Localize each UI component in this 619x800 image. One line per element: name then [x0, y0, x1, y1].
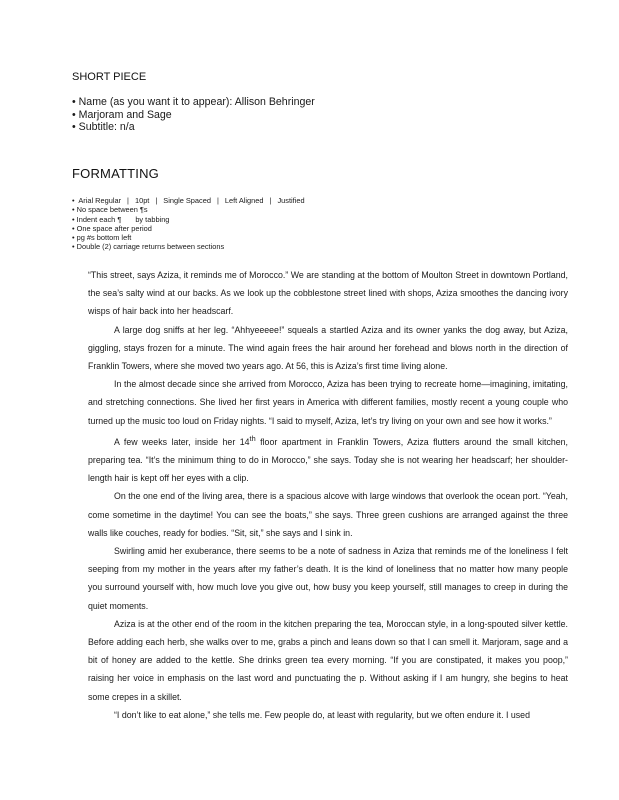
- page-number-item: • pg #s bottom left: [72, 233, 305, 242]
- align-spec: Left Aligned: [224, 196, 264, 205]
- story-body: [88, 266, 568, 724]
- paragraph-text: A few weeks later, inside her 14: [114, 436, 250, 447]
- formatting-heading: FORMATTING: [72, 166, 159, 181]
- size-spec: 10pt: [134, 196, 150, 205]
- formatting-list: [72, 196, 305, 252]
- indent-text: Indent each ¶: [76, 214, 122, 224]
- paragraph: “This street, says Aziza, it reminds me of Morocco.” We are standing at the bottom of Moulton Street in downtown Portland, the sea’s salty wind at our backs. As we look up the cobblestone street lined with shops, Aziza smoothes the dancing ivory wisps of hair back into her headscarf.: [88, 270, 568, 317]
- spacing-spec: Single Spaced: [163, 196, 211, 205]
- indent-item: [72, 215, 305, 224]
- short-piece-list: [72, 96, 315, 134]
- paragraph: Swirling amid her exuberance, there seems to be a note of sadness in Aziza that reminds me of the loneliness I felt seeping from my mother in the years after my father’s death. It is the kind of loneliness that no matter how many people you surround yourself with, how much love you give out, how busy you keep yourself, still manages to creep in during the quiet moments.: [88, 545, 568, 611]
- paragraph: “I don’t like to eat alone,” she tells me. Few people do, at least with regularity, but we often endure it. I used: [114, 709, 530, 720]
- font-spec: Arial Regular: [78, 196, 122, 205]
- short-piece-heading: SHORT PIECE: [72, 71, 147, 83]
- subtitle-item: • Subtitle: n/a: [72, 121, 315, 134]
- paragraph: In the almost decade since she arrived from Morocco, Aziza has been trying to recreate home—imagining, imitating, and stretching connections. She lived her first years in America with different families, mostly recent a young couple who turned up the music too loud on Friday nights. “I said to myself, Aziza, let’s try living on your own and see how it works.”: [88, 379, 568, 426]
- paragraph: A large dog sniffs at her leg. “Ahhyeeeee!” squeals a startled Aziza and its owner yanks the dog away, but Aziza, giggling, stays frozen for a minute. The wind again frees the hair around her forehead and blows north in the direction of Franklin Towers, where she moved two years ago. At 56, this is Aziza’s first time living alone.: [88, 324, 568, 372]
- font-spec-item: [72, 196, 305, 205]
- ordinal-suffix: th: [249, 433, 256, 443]
- section-break-item: • Double (2) carriage returns between sections: [72, 242, 305, 251]
- name-item: • Name (as you want it to appear): Allison Behringer: [72, 96, 315, 109]
- paragraph-spacing-item: • No space between ¶s: [72, 205, 305, 214]
- justify-spec: Justified: [277, 196, 305, 205]
- separator: |: [127, 196, 129, 205]
- separator: |: [155, 196, 158, 205]
- paragraph: On the one end of the living area, there is a spacious alcove with large windows that overlook the ocean port. “Yeah, come sometime in the daytime! You can see the boats,” she says. Three green cushions are arranged against the three walls like couches, ready for bodies. “Sit, sit,” she says and I sink in.: [88, 491, 568, 538]
- paragraph: [88, 430, 568, 488]
- separator: |: [216, 196, 219, 205]
- paragraph-text: floor apartment in Franklin Towers, Aziza flutters around the small kitchen, preparing tea. “It’s the minimum thing to do in Morocco,” she says. Today she is not wearing her headscarf; her shoulder-length hair is kept off her eyes with a clip.: [88, 436, 568, 484]
- indent-method: by tabbing: [135, 214, 170, 224]
- title-item: • Marjoram and Sage: [72, 109, 315, 122]
- paragraph: Aziza is at the other end of the room in the kitchen preparing the tea, Moroccan style, in a long-spouted silver kettle. Before adding each herb, she walks over to me, grabs a pinch and leans down so that I can smell it. Marjoram, sage and a bit of honey are added to the kettle. She drinks green tea every morning. “If you are constipated, it makes you poop,” raising her voice in emphasis on the last word and punctuating the p. Without asking if I am hungry, she begins to heat some crepes in a skillet.: [88, 618, 568, 702]
- separator: |: [269, 196, 272, 205]
- period-spacing-item: • One space after period: [72, 224, 305, 233]
